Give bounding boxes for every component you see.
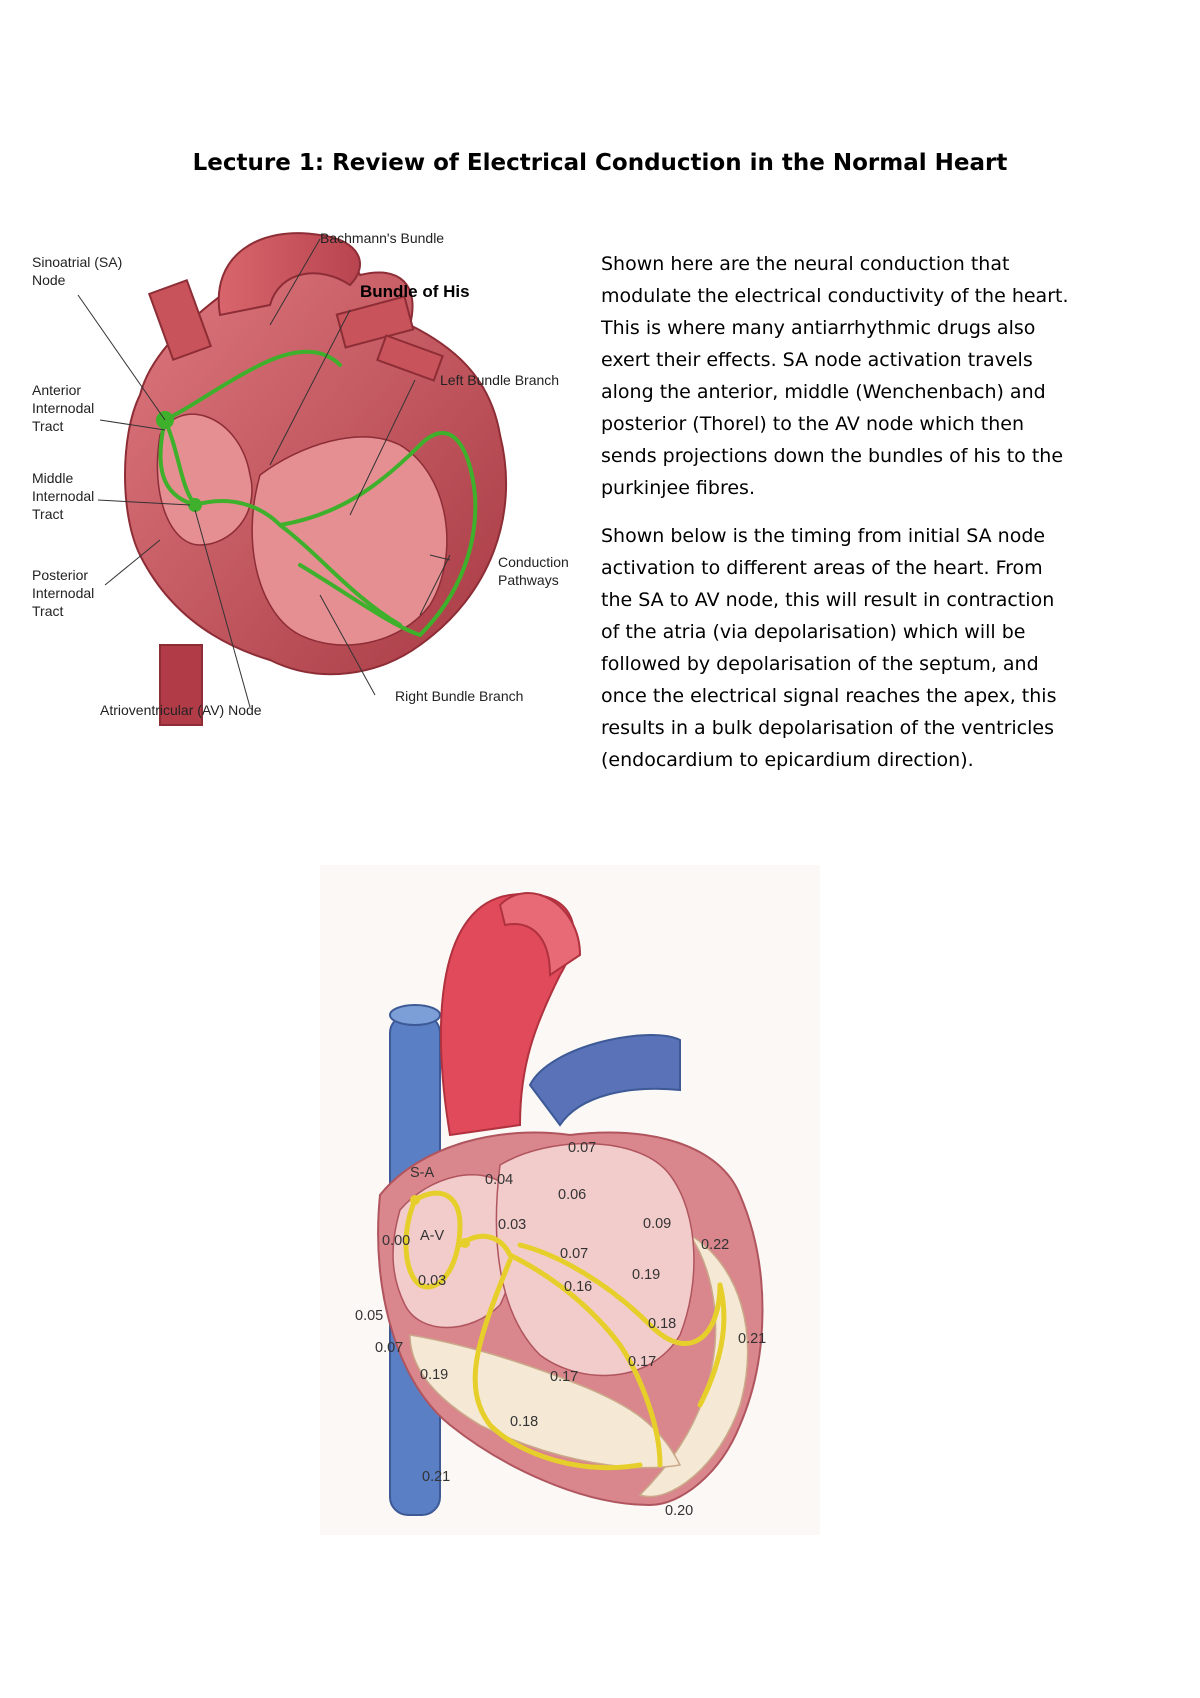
label-sa-node-line2: Node <box>32 272 66 288</box>
timing-value: 0.17 <box>628 1354 657 1370</box>
timing-value: 0.19 <box>632 1267 661 1283</box>
label-anterior-line1: Anterior <box>32 382 82 398</box>
label-posterior-line2: Internodal <box>32 585 95 601</box>
timing-value: 0.09 <box>643 1216 672 1232</box>
label-anterior-line3: Tract <box>32 418 64 434</box>
timing-value: 0.18 <box>510 1414 539 1430</box>
timing-value: 0.22 <box>701 1237 730 1253</box>
timing-value: 0.03 <box>498 1217 527 1233</box>
timing-value: 0.21 <box>422 1469 451 1485</box>
timing-value: 0.06 <box>558 1187 587 1203</box>
timing-value: 0.07 <box>560 1246 589 1262</box>
label-posterior-line3: Tract <box>32 603 64 619</box>
heart-conduction-pathways-figure <box>20 215 580 805</box>
label-posterior-line1: Posterior <box>32 567 89 583</box>
timing-value: 0.21 <box>738 1331 767 1347</box>
timing-value: 0.17 <box>550 1369 579 1385</box>
timing-value: 0.18 <box>648 1316 677 1332</box>
label-sa-node-line1: Sinoatrial (SA) <box>32 254 123 270</box>
label-anterior-line2: Internodal <box>32 400 95 416</box>
paragraph-timing: Shown below is the timing from initial SA node activation to different areas of the heart. From the SA to AV node, this will result in contraction of the atria (via depolarisation) which will be followed by depolarisation of the septum, and once the electrical signal reaches the apex, this results in a bulk depolarisation of the ventricles (endocardium to epicardium direction). <box>601 525 1057 771</box>
label-av-node: Atrioventricular (AV) Node <box>100 702 262 718</box>
label-conduction-line2: Pathways <box>498 572 559 588</box>
timing-value: 0.20 <box>665 1503 694 1519</box>
paragraph-intro: Shown here are the neural conduction that modulate the electrical conductivity of the heart. This is where many antiarrhythmic drugs also exert their effects. SA node activation travels along the anterior, middle (Wenchenbach) and posterior (Thorel) to the AV node which then sends projections down the bundles of his to the purkinjee fibres. <box>601 253 1069 499</box>
label-left-bundle-branch: Left Bundle Branch <box>440 372 560 388</box>
timing-value: 0.19 <box>420 1367 449 1383</box>
timing-value: 0.16 <box>564 1279 593 1295</box>
timing-value: 0.00 <box>382 1233 411 1249</box>
heart-illustration <box>125 233 506 725</box>
timing-value: 0.05 <box>355 1308 384 1324</box>
label-middle-line3: Tract <box>32 506 64 522</box>
timing-value: 0.07 <box>375 1340 404 1356</box>
label-bachmanns-bundle: Bachmann's Bundle <box>320 230 445 246</box>
label-middle-line2: Internodal <box>32 488 95 504</box>
label-right-bundle-branch: Right Bundle Branch <box>395 688 524 704</box>
timing-value: 0.07 <box>568 1140 597 1156</box>
label-middle-line1: Middle <box>32 470 74 486</box>
timing-value: 0.03 <box>418 1273 447 1289</box>
timing-value: 0.04 <box>485 1172 514 1188</box>
label-bundle-of-his: Bundle of His <box>360 282 470 301</box>
page-title: Lecture 1: Review of Electrical Conduction in the Normal Heart <box>192 150 1008 176</box>
activation-timing-figure <box>320 865 820 1535</box>
label-av: A-V <box>420 1228 445 1244</box>
label-conduction-line1: Conduction <box>498 554 569 570</box>
label-sa: S-A <box>410 1165 435 1181</box>
